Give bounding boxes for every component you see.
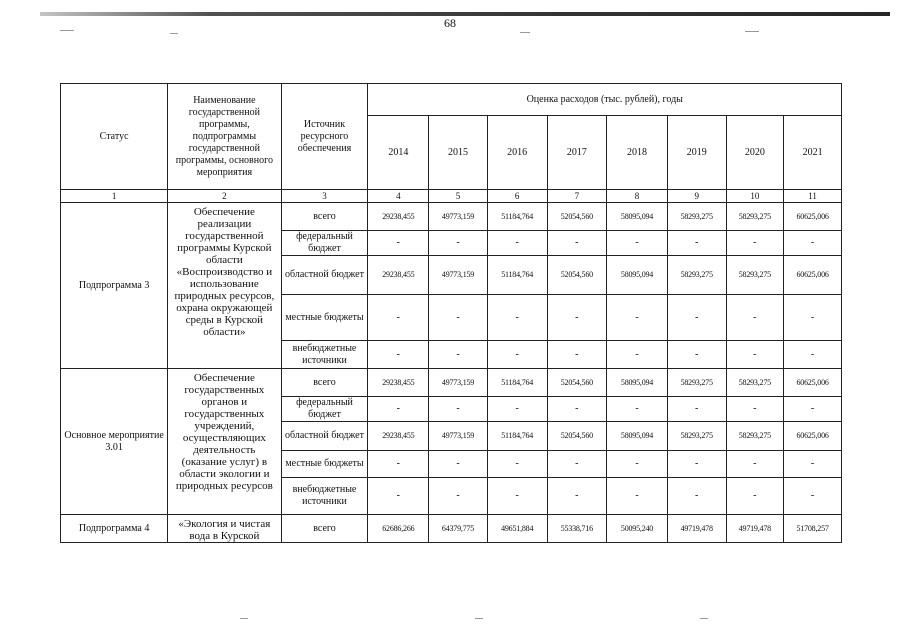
column-number: 4 [368,190,429,203]
expense-value: - [784,478,842,515]
column-number: 8 [607,190,668,203]
funding-source: местные бюджеты [281,451,368,478]
column-number: 2 [168,190,281,203]
expense-value: - [368,451,429,478]
expense-value: 58095,094 [607,422,668,451]
expense-value: - [429,397,488,422]
header-year: 2015 [429,116,488,190]
expense-value: 52054,560 [547,256,607,295]
expense-value: - [547,295,607,341]
expense-value: 52054,560 [547,369,607,397]
expense-value: - [607,397,668,422]
row-status: Подпрограмма 4 [61,515,168,543]
expense-value: - [368,295,429,341]
expense-value: 60625,006 [784,369,842,397]
expense-value: - [726,231,784,256]
expense-value: - [726,397,784,422]
funding-source: всего [281,515,368,543]
expense-value: - [726,451,784,478]
expense-value: 29238,455 [368,369,429,397]
expense-value: - [547,478,607,515]
expense-value: - [784,397,842,422]
expense-value: - [487,341,547,369]
expense-value: 60625,006 [784,256,842,295]
funding-source: внебюджетные источники [281,341,368,369]
expense-value: - [667,397,726,422]
expense-value: - [607,231,668,256]
funding-source: областной бюджет [281,256,368,295]
expense-value: - [429,451,488,478]
funding-source: всего [281,203,368,231]
funding-source: федеральный бюджет [281,397,368,422]
expense-value: 49773,159 [429,422,488,451]
expense-value: - [667,478,726,515]
expense-value: - [667,231,726,256]
table-row [61,203,842,231]
expense-value: 58293,275 [667,369,726,397]
row-status: Основное мероприятие 3.01 [61,369,168,515]
header-year: 2021 [784,116,842,190]
expense-value: - [368,231,429,256]
resource-allocation-table [60,83,842,543]
expense-value: 50095,240 [607,515,668,543]
expense-value: 51184,764 [487,203,547,231]
scan-mark [170,33,178,34]
expense-value: - [429,231,488,256]
funding-source: местные бюджеты [281,295,368,341]
funding-source: внебюджетные источники [281,478,368,515]
column-number: 10 [726,190,784,203]
expense-value: - [667,341,726,369]
header-estimate: Оценка расходов (тыс. рублей), годы [368,84,842,116]
expense-value: - [487,478,547,515]
funding-source: всего [281,369,368,397]
expense-value: 58095,094 [607,203,668,231]
header-year: 2018 [607,116,668,190]
expense-value: 29238,455 [368,256,429,295]
expense-value: 29238,455 [368,422,429,451]
header-year: 2017 [547,116,607,190]
page-number: 68 [444,16,456,30]
expense-value: 58095,094 [607,369,668,397]
expense-value: 58293,275 [726,203,784,231]
expense-value: - [784,231,842,256]
row-program-name: Обеспечение реализации государственной программы Курской области «Воспроизводство и использование природных ресурсов, охрана окружающей среды в Курской области» [168,203,281,369]
expense-value: - [784,451,842,478]
expense-value: - [784,295,842,341]
header-source: Источник ресурсного обеспечения [281,84,368,190]
header-year: 2019 [667,116,726,190]
expense-value: 49773,159 [429,256,488,295]
expense-value: 49719,478 [667,515,726,543]
table-row [61,515,842,543]
expense-value: 60625,006 [784,422,842,451]
scan-top-border [40,12,890,16]
expense-value: 51184,764 [487,422,547,451]
expense-value: 51708,257 [784,515,842,543]
expense-value: 58293,275 [726,256,784,295]
scan-mark [60,30,74,31]
expense-value: - [487,231,547,256]
expense-value: 62686,266 [368,515,429,543]
row-status: Подпрограмма 3 [61,203,168,369]
column-number: 9 [667,190,726,203]
expense-value: 60625,006 [784,203,842,231]
expense-value: 58293,275 [667,256,726,295]
scan-mark [520,32,530,33]
expense-value: - [607,295,668,341]
column-number: 7 [547,190,607,203]
expense-value: - [368,341,429,369]
expense-value: - [547,341,607,369]
expense-value: - [607,478,668,515]
header-year: 2014 [368,116,429,190]
expense-value: - [667,451,726,478]
expense-value: - [429,341,488,369]
expense-value: - [726,295,784,341]
expense-value: - [487,451,547,478]
funding-source: областной бюджет [281,422,368,451]
scan-mark [745,31,759,32]
header-status: Статус [61,84,168,190]
column-number-row [61,190,842,203]
expense-value: 58293,275 [667,422,726,451]
row-program-name: Обеспечение государственных органов и государственных учреждений, осуществляющих деятельность (оказание услуг) в области экологии и природных ресурсов [168,369,281,515]
expense-value: 49651,884 [487,515,547,543]
expense-value: - [726,478,784,515]
expense-value: - [487,295,547,341]
expense-value: - [368,478,429,515]
header-year: 2016 [487,116,547,190]
scan-mark [475,618,483,619]
expense-value: 51184,764 [487,369,547,397]
expense-value: - [667,295,726,341]
expense-value: 58293,275 [726,369,784,397]
expense-value: 29238,455 [368,203,429,231]
column-number: 1 [61,190,168,203]
expense-value: - [726,341,784,369]
column-number: 5 [429,190,488,203]
expense-value: 64379,775 [429,515,488,543]
expense-value: 49773,159 [429,203,488,231]
column-number: 3 [281,190,368,203]
expense-value: 58293,275 [726,422,784,451]
header-name: Наименование государственной программы, подпрограммы государственной программы, основного мероприятия [168,84,281,190]
expense-value: - [547,231,607,256]
scan-mark [700,618,708,619]
expense-value: - [429,478,488,515]
column-number: 6 [487,190,547,203]
expense-value: - [547,451,607,478]
expense-value: - [784,341,842,369]
expense-value: 58293,275 [667,203,726,231]
expense-value: - [368,397,429,422]
expense-value: 52054,560 [547,203,607,231]
column-number: 11 [784,190,842,203]
table-row [61,369,842,397]
expense-value: 52054,560 [547,422,607,451]
scan-mark [240,618,248,619]
expense-value: - [487,397,547,422]
row-program-name: «Экология и чистая вода в Курской [168,515,281,543]
expense-value: 58095,094 [607,256,668,295]
header-year: 2020 [726,116,784,190]
funding-source: федеральный бюджет [281,231,368,256]
expense-value: - [547,397,607,422]
expense-value: - [607,451,668,478]
expense-value: 55338,716 [547,515,607,543]
expense-value: 49773,159 [429,369,488,397]
expense-value: 49719,478 [726,515,784,543]
expense-value: - [607,341,668,369]
expense-value: 51184,764 [487,256,547,295]
expense-value: - [429,295,488,341]
